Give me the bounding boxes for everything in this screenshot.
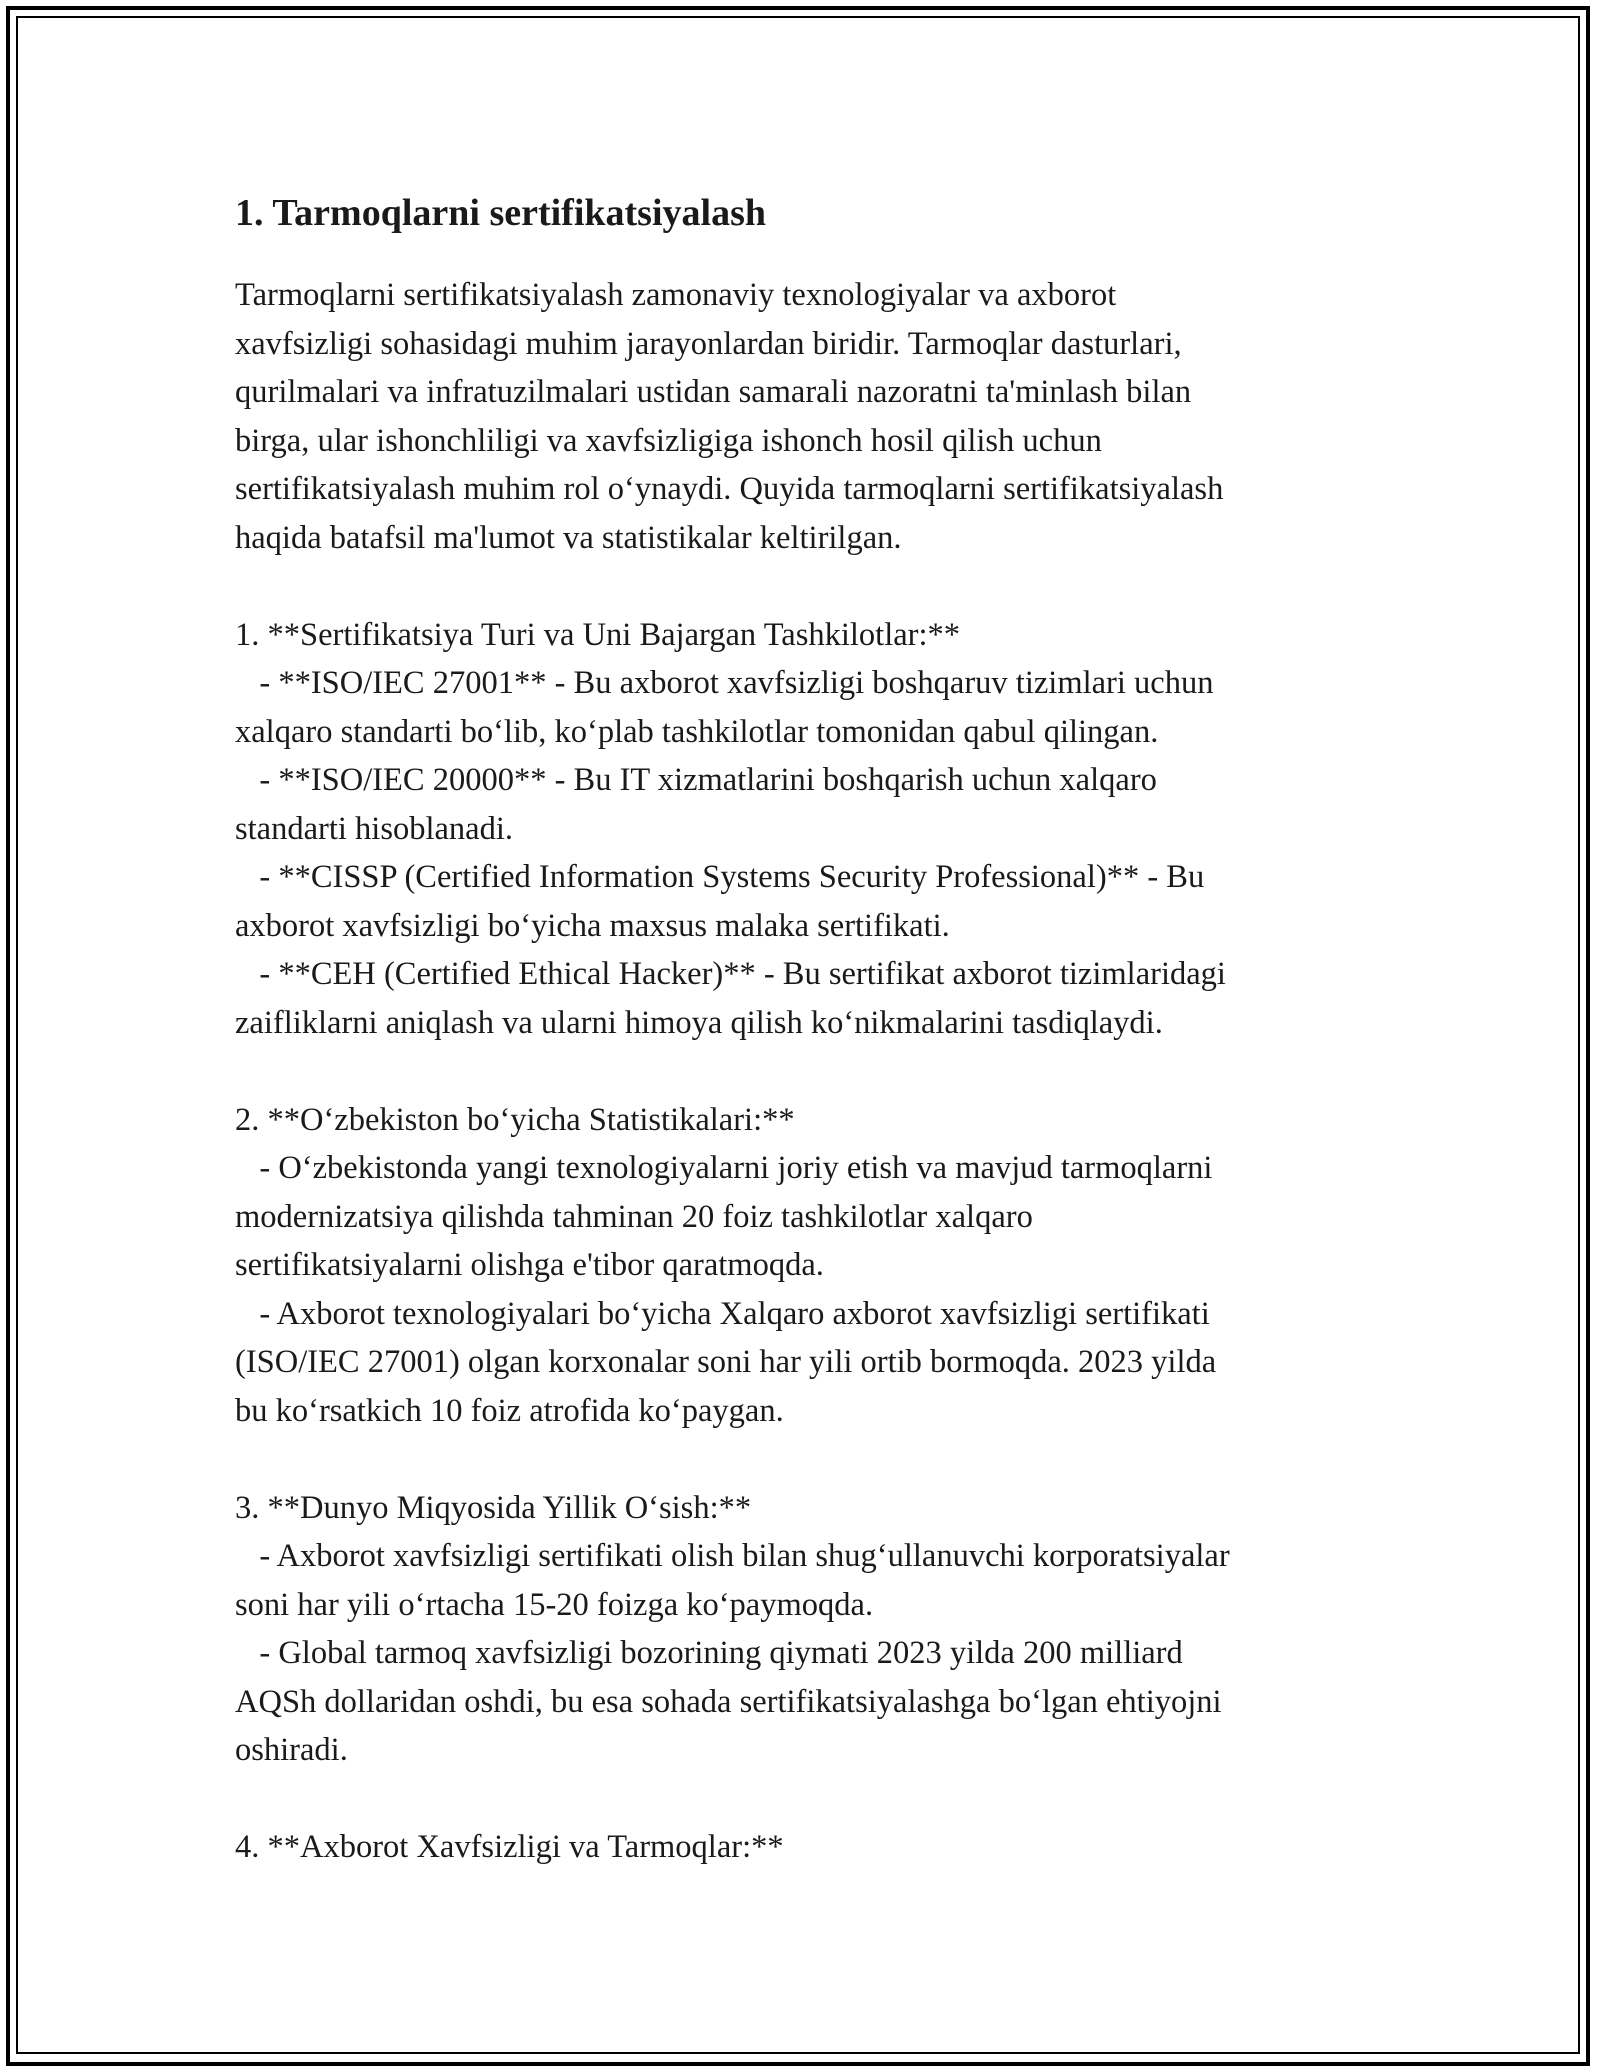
document-title: 1. Tarmoqlarni sertifikatsiyalash	[235, 192, 766, 234]
paragraph-gap	[235, 562, 1375, 611]
paragraph-gap	[235, 1775, 1375, 1824]
section-4-heading: 4. **Axborot Xavfsizligi va Tarmoqlar:**	[235, 1829, 784, 1865]
paragraph-gap	[235, 1047, 1375, 1096]
intro-paragraph: Tarmoqlarni sertifikatsiyalash zamonaviy texnologiyalar va axborot xavfsizligi sohasidagi muhim jarayonlardan biridir. Tarmoqlar dasturlari, qurilmalari va infratuzilmalari ustidan samarali nazoratni ta'minlash bilan birga, ular ishonchliligi va xavfsizligiga ishonch hosil qilish uchun sertifikatsiyalash muhim rol o‘ynaydi. Quyida tarmoqlarni sertifikatsiyalash haqida batafsil ma'lumot va statistikalar keltirilgan.	[235, 277, 1224, 556]
section-3-heading: 3. **Dunyo Miqyosida Yillik O‘sish:**	[235, 1489, 752, 1526]
section-2-heading: 2. **O‘zbekiston bo‘yicha Statistikalari:**	[235, 1101, 795, 1138]
section-3-body: - Axborot xavfsizligi sertifikati olish bilan shug‘ullanuvchi korporatsiyalar soni har yili o‘rtacha 15-20 foizga ko‘paymoqda. - Global tarmoq xavfsizligi bozorining qiymati 2023 yilda 200 milliard AQSh dollaridan oshdi, bu esa sohada sertifikatsiyalashga bo‘lgan ehtiyojni oshiradi.	[235, 1538, 1230, 1768]
section-2-body: - O‘zbekistonda yangi texnologiyalarni joriy etish va mavjud tarmoqlarni modernizatsiya qilishda tahminan 20 foiz tashkilotlar xalqaro sertifikatsiyalarni olishga e'tibor qaratmoqda. - Axborot texnologiyalari bo‘yicha Xalqaro axborot xavfsizligi sertifikati (ISO/IEC 27001) olgan korxonalar soni har yili ortib bormoqda. 2023 yilda bu ko‘rsatkich 10 foiz atrofida ko‘paygan.	[235, 1150, 1217, 1429]
section-1-body: - **ISO/IEC 27001** - Bu axborot xavfsizligi boshqaruv tizimlari uchun xalqaro standarti bo‘lib, ko‘plab tashkilotlar tomonidan qabul qilingan. - **ISO/IEC 20000** - Bu IT xizmatlarini boshqarish uchun xalqaro standarti hisoblanadi. - **CISSP (Certified Information Systems Security Professional)** - Bu axborot xavfsizligi bo‘yicha maxsus malaka sertifikati. - **CEH (Certified Ethical Hacker)** - Bu sertifikat axborot tizimlaridagi zaifliklarni aniqlash va ularni himoya qilish ko‘nikmalarini tasdiqlaydi.	[235, 665, 1226, 1041]
paragraph-gap	[235, 1435, 1375, 1484]
document-body	[235, 185, 1375, 1872]
section-1-heading: 1. **Sertifikatsiya Turi va Uni Bajargan Tashkilotlar:**	[235, 616, 960, 653]
